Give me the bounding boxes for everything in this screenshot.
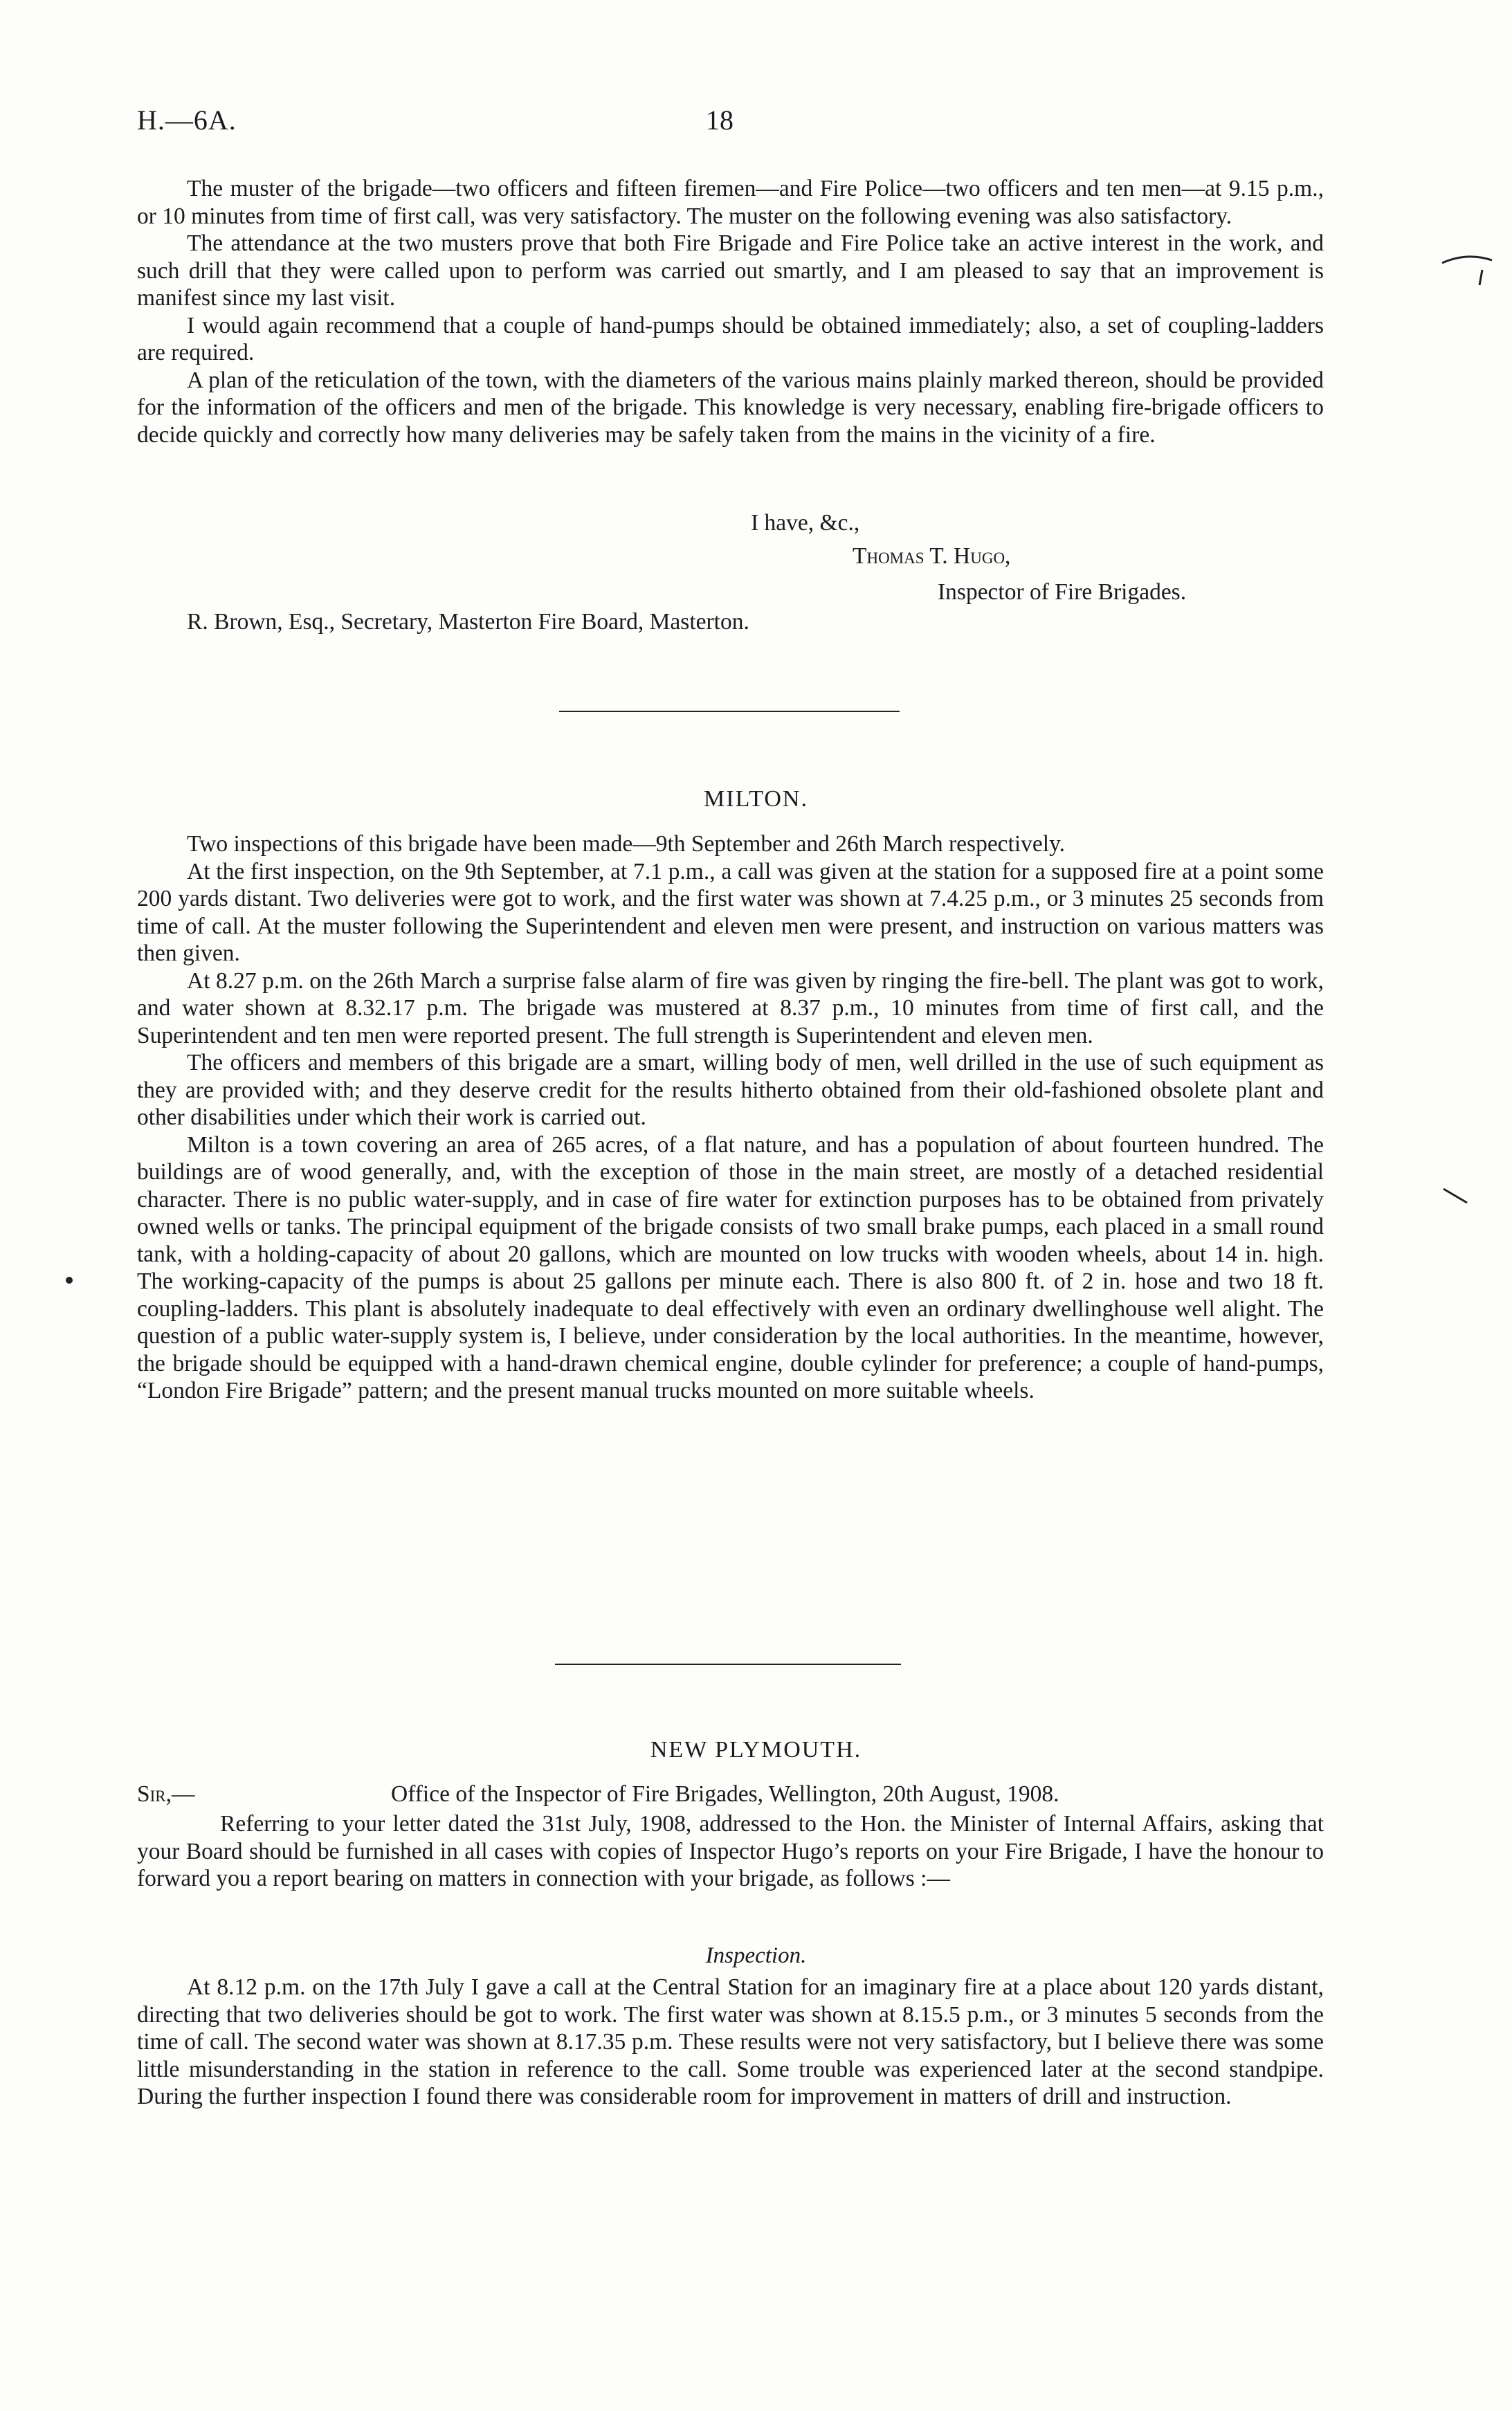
page-header	[137, 104, 1327, 145]
margin-mark	[1439, 249, 1495, 291]
paragraph: Referring to your letter dated the 31st July, 1908, addressed to the Hon. the Minister of Internal Affairs, asking that your Board should be furnished in all cases with copies of Inspector Hugo’s reports on your Fire Brigade, I have the honour to forward you a report bearing on matters in connection with your brigade, as follows :—	[137, 1811, 1324, 1891]
signature-name: Thomas T. Hugo,	[853, 543, 1011, 569]
series-code: H.—6A.	[137, 104, 237, 136]
paragraph: Milton is a town covering an area of 265 acres, of a flat nature, and has a population of about fourteen hundred. The buildings are of wood generally, and, with the exception of those in the main street, are mostly of a detached residential character. There is no public water-supply, and in case of fire water for extinction purposes has to be obtained from privately owned wells or tanks. The principal equipment of the brigade consists of two small brake pumps, each placed in a small round tank, with a holding-capacity of about 20 gallons, which are mounted on low trucks with wooden wheels, about 14 in. high. The working-capacity of the pumps is about 25 gallons per minute each. There is also 800 ft. of 2 in. hose and two 18 ft. coupling-ladders. This plant is absolutely inadequate to deal effectively with even an ordinary dwellinghouse well alight. The question of a public water-supply system is, I believe, under consideration by the local authorities. In the meantime, however, the brigade should be equipped with a hand-drawn chemical engine, double cylinder for preference; a couple of hand-pumps, “London Fire Brigade” pattern; and the present manual trucks mounted on more suitable wheels.	[137, 1131, 1324, 1403]
paragraph: I would again recommend that a couple of hand-pumps should be obtained immediately; also, a set of coupling-ladders are required.	[137, 312, 1324, 365]
section-divider	[559, 711, 900, 712]
paragraph: At the first inspection, on the 9th September, at 7.1 p.m., a call was given at the station for a supposed fire at a point some 200 yards distant. Two deliveries were got to work, and the first water was shown at 7.4.25 p.m., or 3 minutes 25 seconds from time of call. At the muster following the Superintendent and eleven men were present, and instruction on various matters was then given.	[137, 858, 1324, 966]
paragraph: At 8.12 p.m. on the 17th July I gave a call at the Central Station for an imaginary fire at a place about 120 yards distant, directing that two deliveries should be got to work. The first water was shown at 8.15.5 p.m., or 3 minutes 5 seconds from the time of call. The second water was shown at 8.17.35 p.m. These results were not very satisfactory, but I believe there was some little misunderstanding in the station in reference to the call. Some trouble was experienced later at the second standpipe. During the further inspection I found there was considerable room for improvement in matters of drill and instruction.	[137, 1974, 1324, 2109]
inspection-section	[137, 1974, 1324, 2111]
paragraph: The muster of the brigade—two officers and fifteen firemen—and Fire Police—two officers and ten men—at 9.15 p.m., or 10 minutes from time of first call, was very satisfactory. The muster on the following evening was also satisfactory.	[137, 176, 1324, 229]
section-divider	[555, 1664, 901, 1665]
margin-mark	[1439, 1183, 1474, 1211]
intro-section	[137, 1810, 1324, 1893]
paragraph: The officers and members of this brigade are a smart, willing body of men, well drilled in the use of such equipment as they are provided with; and they deserve credit for the results hitherto obtained from their old-fashioned obsolete plant and other disabilities under which their work is carried out.	[137, 1050, 1324, 1130]
margin-dot	[62, 1273, 76, 1287]
salutation: Sir,—	[137, 1781, 195, 1807]
paragraph: The attendance at the two musters prove that both Fire Brigade and Fire Police take an active interest in the work, and such drill that they were called upon to perform was carried out smartly, and I am pleased to say that an improvement is manifest since my last visit.	[137, 230, 1324, 311]
milton-section	[137, 830, 1324, 1405]
office-line: Office of the Inspector of Fire Brigades, Wellington, 20th August, 1908.	[391, 1781, 1059, 1807]
paragraph: A plan of the reticulation of the town, with the diameters of the various mains plainly marked thereon, should be provided for the information of the officers and men of the brigade. This knowledge is very necessary, enabling fire-brigade officers to decide quickly and correctly how many deliveries may be safely taken from the mains in the vicinity of a fire.	[137, 367, 1324, 448]
paragraph: At 8.27 p.m. on the 26th March a surprise false alarm of fire was given by ringing the fire-bell. The plant was got to work, and water shown at 8.32.17 p.m. The brigade was mustered at 8.37 p.m., 10 minutes from time of first call, and the Superintendent and ten men were reported present. The full strength is Superintendent and eleven men.	[137, 967, 1324, 1048]
signature-title: Inspector of Fire Brigades.	[938, 579, 1187, 605]
addressee: R. Brown, Esq., Secretary, Masterton Fire Board, Masterton.	[187, 609, 749, 635]
closing-line: I have, &c.,	[751, 510, 860, 536]
masterton-section	[137, 175, 1324, 448]
page-number: 18	[706, 104, 734, 136]
section-heading-new-plymouth: NEW PLYMOUTH.	[650, 1737, 862, 1763]
section-heading-milton: MILTON.	[704, 786, 808, 812]
paragraph: Two inspections of this brigade have been made—9th September and 26th March respectively.	[187, 831, 1066, 857]
subheading-inspection: Inspection.	[705, 1943, 807, 1968]
